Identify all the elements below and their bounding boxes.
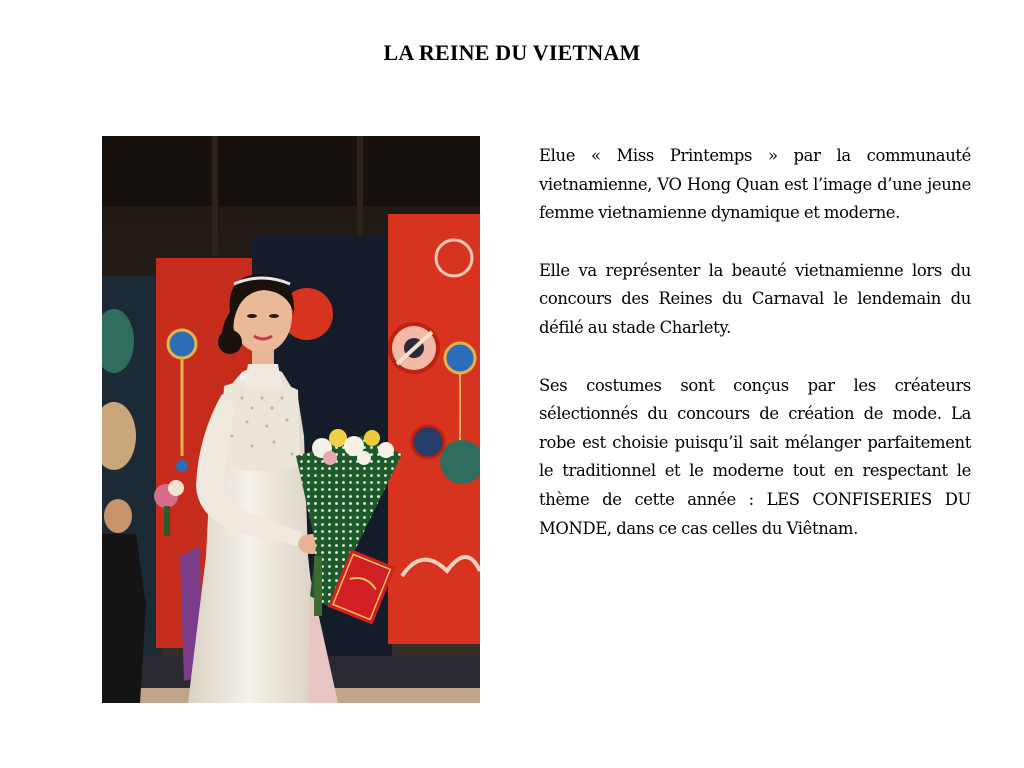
paragraph-concours-reines: Elle va représenter la beauté vietnamienne lors du concours des Reines du Carnaval le lendemain du défilé au stade Charlety.: [539, 260, 971, 337]
photo-illustration: [102, 136, 480, 703]
photo-queen: [102, 136, 480, 703]
text-block: [539, 142, 971, 572]
slide-title: LA REINE DU VIETNAM: [383, 40, 641, 65]
paragraph-miss-printemps: Elue « Miss Printemps » par la communauté vietnamienne, VO Hong Quan est l’image d’une jeune femme vietnamienne dynamique et moderne.: [539, 146, 971, 223]
paragraph-costumes: Ses costumes sont conçus par les créateurs sélectionnés du concours de création de mode. La robe est choisie puisqu’il sait mélanger parfaitement le traditionnel et le moderne tout en respectant le thème de cette année : LES CONFISERIES DU MONDE, dans ce cas celles du Viêtnam.: [539, 375, 971, 538]
